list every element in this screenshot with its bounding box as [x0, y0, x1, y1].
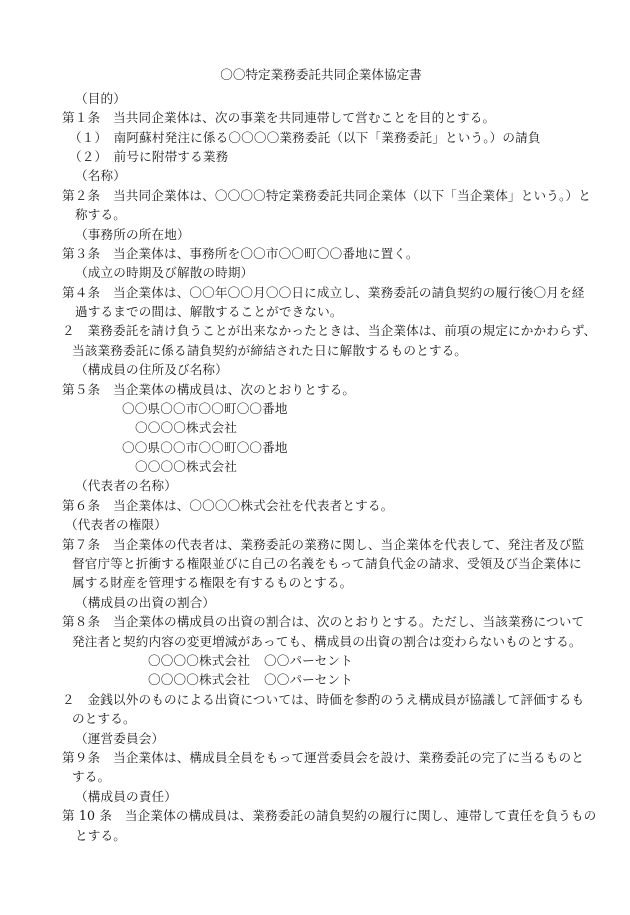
- article-10-text-line-1: 第 10 条 当企業体の構成員は、業務委託の請負契約の履行に関し、連帯して責任を負うもの: [62, 808, 597, 823]
- member-2-address: 〇〇県〇〇市〇〇町〇〇番地: [122, 440, 288, 455]
- article-5-text: 第５条 当企業体の構成員は、次のとおりとする。: [62, 382, 356, 397]
- article-1-text: 第１条 当共同企業体は、次の事業を共同連帯して営むことを目的とする。: [62, 110, 496, 125]
- article-8-paragraph-2-line-1: ２ 金銭以外のものによる出資については、時価を参酌のうえ構成員が協議して評価するも: [62, 692, 585, 707]
- article-6-heading: （代表者の名称）: [75, 478, 177, 493]
- article-4-paragraph-2-line-2: 当該業務委託に係る請負契約が締結された日に解散するものとする。: [72, 343, 468, 358]
- article-1-item-2: （２） 前号に附帯する業務: [69, 149, 229, 164]
- article-4-heading: （成立の時期及び解散の時期）: [75, 265, 254, 280]
- article-4-text-line-1: 第４条 当企業体は、〇〇年〇〇月〇〇日に成立し、業務委託の請負契約の履行後〇月を経: [62, 285, 585, 300]
- article-2-text-line-2: 称する。: [75, 207, 126, 222]
- article-9-text-line-2: する。: [72, 769, 111, 784]
- share-2-company: 〇〇〇〇株式会社: [148, 672, 250, 687]
- share-1-company: 〇〇〇〇株式会社: [148, 653, 250, 668]
- share-2-ratio: 〇〇パーセント: [263, 672, 353, 687]
- share-1-ratio: 〇〇パーセント: [263, 653, 353, 668]
- article-7-text-line-3: 属する財産を管理する権限を有するものとする。: [72, 575, 353, 590]
- article-8-heading: （構成員の出資の割合）: [75, 595, 216, 610]
- article-7-text-line-1: 第７条 当企業体の代表者は、業務委託の業務に関し、当企業体を代表して、発注者及び監: [62, 537, 585, 552]
- article-7-heading: （代表者の権限）: [65, 517, 167, 532]
- article-1-item-1: （１） 南阿蘇村発注に係る〇〇〇〇業務委託（以下「業務委託」という。）の請負: [69, 130, 541, 145]
- member-1-name: 〇〇〇〇株式会社: [135, 420, 237, 435]
- article-1-heading: （目的）: [75, 91, 126, 106]
- article-3-heading: （事務所の所在地）: [75, 227, 190, 242]
- article-9-heading: （運営委員会）: [75, 731, 165, 746]
- article-6-text: 第６条 当企業体は、〇〇〇〇株式会社を代表者とする。: [62, 498, 394, 513]
- share-2: [148, 672, 353, 688]
- article-4-paragraph-2-line-1: ２ 業務委託を請け負うことが出来なかったときは、当企業体は、前項の規定にかかわらず、: [62, 323, 597, 338]
- member-1-address: 〇〇県〇〇市〇〇町〇〇番地: [122, 401, 288, 416]
- share-1: [148, 653, 353, 669]
- article-2-heading: （名称）: [75, 168, 126, 183]
- article-5-heading: （構成員の住所及び名称）: [75, 362, 228, 377]
- article-4-text-line-2: 過するまでの間は、解散することができない。: [75, 304, 343, 319]
- article-10-heading: （構成員の責任）: [75, 789, 177, 804]
- document-title: 〇〇特定業務委託共同企業体協定書: [220, 67, 422, 82]
- article-8-paragraph-2-line-2: のとする。: [72, 711, 136, 726]
- article-8-text-line-2: 発注者と契約内容の変更増減があっても、構成員の出資の割合は変わらないものとする。: [72, 634, 582, 649]
- member-2-name: 〇〇〇〇株式会社: [135, 459, 237, 474]
- article-7-text-line-2: 督官庁等と折衝する権限並びに自己の名義をもって請負代金の請求、受領及び当企業体に: [72, 556, 582, 571]
- article-2-text-line-1: 第２条 当共同企業体は、〇〇〇〇特定業務委託共同企業体（以下「当企業体」という。）と: [62, 188, 591, 203]
- article-10-text-line-2: とする。: [75, 828, 126, 843]
- article-3-text: 第３条 当企業体は、事務所を〇〇市〇〇町〇〇番地に置く。: [62, 246, 419, 261]
- article-9-text-line-1: 第９条 当企業体は、構成員全員をもって運営委員会を設け、業務委託の完了に当るものと: [62, 750, 584, 765]
- article-8-text-line-1: 第８条 当企業体の構成員の出資の割合は、次のとおりとする。ただし、当該業務について: [62, 614, 585, 629]
